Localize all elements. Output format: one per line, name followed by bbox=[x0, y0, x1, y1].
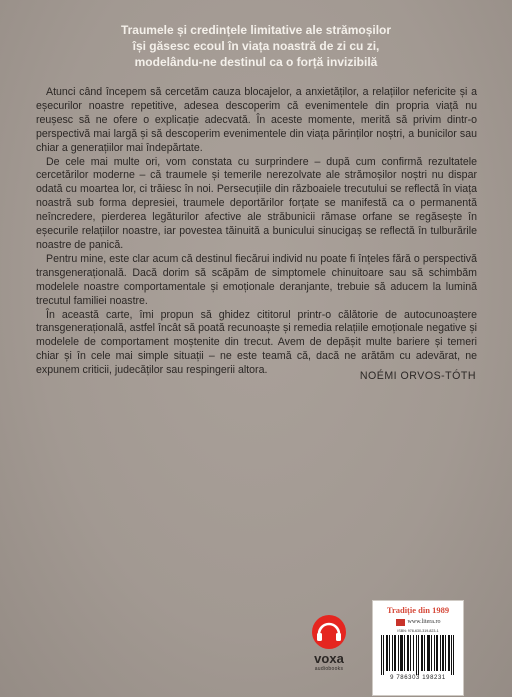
tagline-line-2: își găsesc ecoul în viața noastră de zi cu zi, bbox=[132, 39, 380, 53]
paragraph-3: Pentru mine, este clar acum că destinul fiecărui individ nu poate fi înțeles fără o perspectivă transgenerațională. Dacă dorim să scăpăm de simptomele chinuitoare sau să schimbăm modelele noastre comportamentale și emoționale deranjante, trebuie să aducem la lumină trecutul familiei noastre. bbox=[36, 252, 477, 307]
isbn-text: ISBN: 978-630-319-823-1 bbox=[397, 629, 439, 633]
voxa-logo bbox=[303, 612, 355, 682]
barcode-digits: 9 786303 198231 bbox=[390, 675, 446, 681]
paragraph-2: De cele mai multe ori, vom constata cu surprindere – după cum confirmă rezultatele cercetărilor moderne – că traumele și temerile nerezolvate ale strămoșilor noștri nu dispar odată cu moartea lor, ci trăiesc în noi. Persecuțiile din războaiele trecutului se reflectă în viața noastră sub forma depresiei, traumele deportărilor forțate se manifestă ca o permanentă neîncredere, pierderea legăturilor afective ale străbunicii rămase orfane se regăsește în eșecurile relațiilor noastre, iar povestea tăinuită a bunicului sinucigaș se reflectă în tulburările noastre de panică. bbox=[36, 155, 477, 251]
site-url: www.litera.ro bbox=[407, 619, 441, 625]
paragraph-4: În această carte, îmi propun să ghidez cititorul printr-o călătorie de autocunoaștere transgenerațională, astfel încât să poată recunoaște și remedia relațiile emoționale negative și modelele de comportament moștenite din trecut. Avem de depășit multe bariere și temeri chiar și în cele mai simple situații – ne este teamă că, dacă ne arătăm cu adevărat, ne expunem criticii, judecăților sau respingerii altora. bbox=[36, 308, 477, 377]
litera-mark-icon bbox=[396, 619, 405, 626]
site-row bbox=[373, 617, 463, 627]
tagline-line-1: Traumele și credințele limitative ale strămoșilor bbox=[120, 23, 392, 37]
barcode-icon bbox=[379, 635, 457, 675]
paragraph-1: Atunci când începem să cercetăm cauza blocajelor, a anxietăților, a relațiilor nefericite și a eșecurilor noastre repetitive, adesea descoperim că evenimentele din propria viață nu reușesc să ne ofere o explicație adecvată. În aceste momente, merită să privim dintr-o perspectivă mai largă și să descoperim evenimentele din viața părinților noștri, a bunicilor sau chiar a generațiilor mai îndepărtate. bbox=[36, 86, 477, 154]
description-text bbox=[36, 86, 477, 378]
tagline bbox=[20, 22, 492, 70]
headphones-icon bbox=[309, 612, 349, 650]
tagline-line-3: modelându-ne destinul ca o forță invizibilă bbox=[134, 55, 378, 69]
tradition-label: Tradiție din 1989 bbox=[386, 605, 450, 615]
author-name: NOÉMI ORVOS-TÓTH bbox=[359, 370, 476, 382]
logo-name: voxa bbox=[314, 651, 344, 666]
barcode-box bbox=[372, 600, 464, 696]
logo-subtitle: audiobooks bbox=[314, 666, 344, 672]
